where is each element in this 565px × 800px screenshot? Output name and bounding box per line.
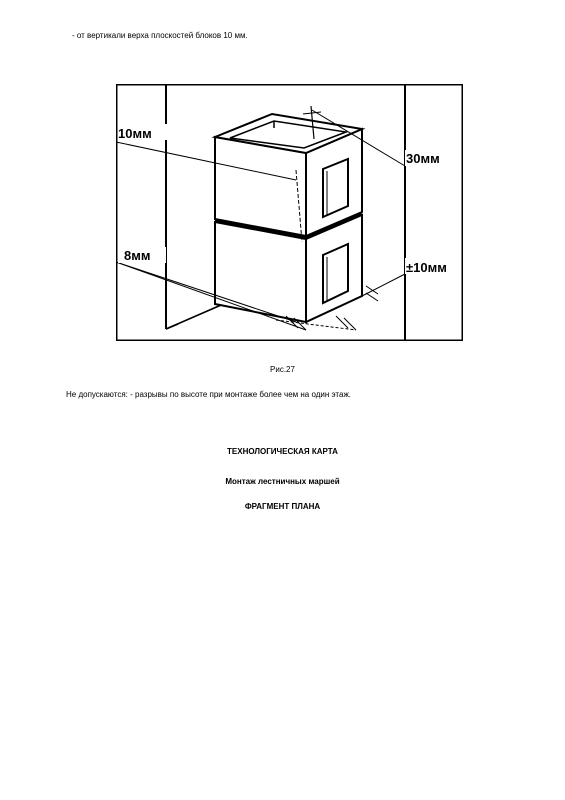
bottom-dim-line bbox=[276, 320, 356, 330]
label-8mm: 8мм bbox=[124, 248, 151, 263]
figure-block-assembly bbox=[116, 84, 463, 341]
side-dim-tick-2 bbox=[366, 293, 378, 301]
note-text: Не допускаются: - разрывы по высоте при монтаже более чем на один этаж. bbox=[66, 390, 352, 399]
bottom-dim-tick-4 bbox=[344, 318, 356, 330]
lower-block-front bbox=[215, 222, 306, 322]
bottom-dim-tick-3 bbox=[336, 316, 348, 328]
heading-sub: Монтаж лестничных маршей bbox=[225, 477, 340, 486]
floor-line-stub bbox=[166, 324, 178, 329]
block-diagram bbox=[116, 84, 463, 341]
label-30mm: 30мм bbox=[406, 151, 440, 166]
figure-caption: Рис.27 bbox=[270, 365, 295, 374]
heading-plan: ФРАГМЕНТ ПЛАНА bbox=[244, 502, 321, 511]
upper-block-front bbox=[215, 137, 306, 236]
top-text-line: - от вертикали верха плоскостей блоков 10 мм. bbox=[72, 31, 248, 40]
label-plus-minus-10mm: ±10мм bbox=[406, 260, 447, 275]
leader-plus-minus-10mm bbox=[362, 274, 405, 296]
label-10mm: 10мм bbox=[118, 126, 152, 141]
heading-main: ТЕХНОЛОГИЧЕСКАЯ КАРТА bbox=[227, 447, 338, 456]
